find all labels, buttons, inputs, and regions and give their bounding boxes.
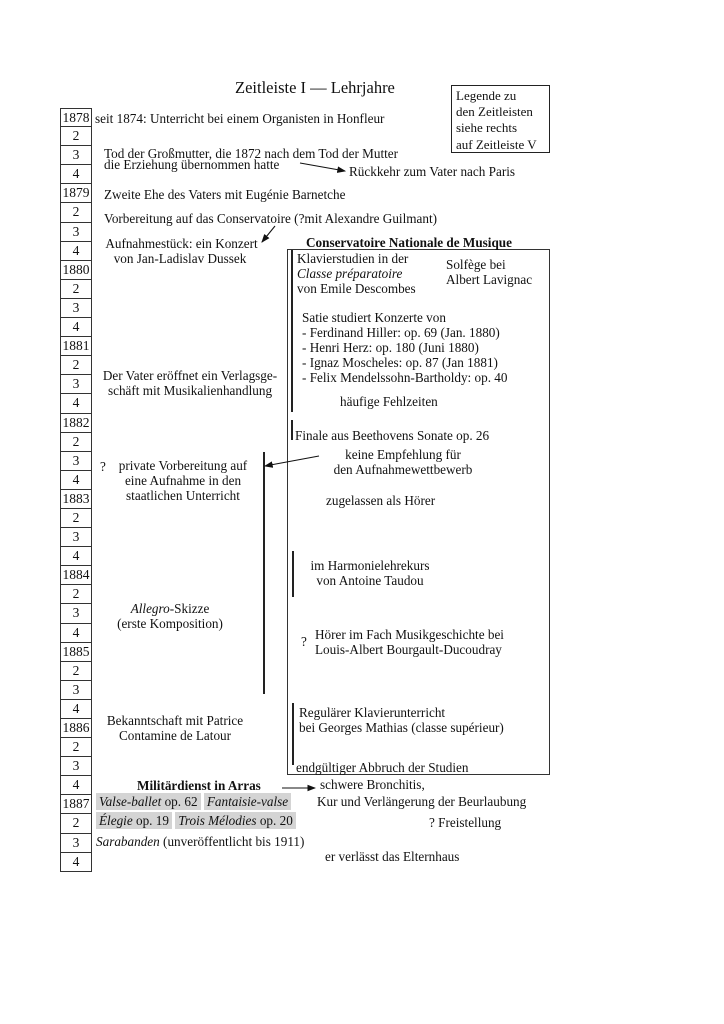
opus: op. 20 xyxy=(259,813,293,828)
year-cell: 3 xyxy=(60,604,92,623)
concertos-heading: Satie studiert Konzerte von xyxy=(302,310,446,325)
year-cell: 1886 xyxy=(60,719,92,738)
arrow-return-paris xyxy=(300,163,345,171)
solfege: Solfège bei xyxy=(446,257,506,272)
year-cell: 2 xyxy=(60,433,92,452)
studies-abandoned: endgültiger Abbruch der Studien xyxy=(296,760,469,775)
work-title: Trois Mélodies xyxy=(178,813,257,828)
composition-fantaisie-valse xyxy=(204,793,291,810)
year-cell: 3 xyxy=(60,375,92,394)
leaves-home: er verlässt das Elternhaus xyxy=(325,849,460,864)
regular-piano: Regulärer Klavierunterricht xyxy=(299,705,446,720)
year-cell: 2 xyxy=(60,127,92,146)
concerto-item: - Ignaz Moscheles: op. 87 (Jan 1881) xyxy=(302,355,498,370)
event-publisher-cont: schäft mit Musikalienhandlung xyxy=(107,383,273,398)
event-patrice-cont: Contamine de Latour xyxy=(118,728,232,743)
concerto-item: - Henri Herz: op. 180 (Juni 1880) xyxy=(302,340,479,355)
event-allegro xyxy=(95,601,245,616)
year-cell: 3 xyxy=(60,452,92,471)
year-cell: 2 xyxy=(60,662,92,681)
event-private-question: ? xyxy=(100,459,106,474)
conservatoire-heading: Conservatoire Nationale de Musique xyxy=(306,235,512,250)
year-cell: 3 xyxy=(60,223,92,242)
composition-valse-ballet xyxy=(96,793,201,810)
event-return-paris: Rückkehr zum Vater nach Paris xyxy=(349,164,516,179)
year-cell: 4 xyxy=(60,776,92,795)
year-cell: 4 xyxy=(60,394,92,413)
publication-note: (unveröffentlicht bis 1911) xyxy=(163,834,305,849)
event-audition: Aufnahmestück: ein Konzert xyxy=(105,236,258,251)
event-audition-cont: von Jan-Ladislav Dussek xyxy=(113,251,247,266)
regular-piano-teacher: bei Georges Mathias (classe supérieur) xyxy=(299,720,504,735)
year-cell: 4 xyxy=(60,853,92,872)
legend-line: den Zeitleisten xyxy=(456,104,533,120)
work-title: Valse-ballet xyxy=(99,794,162,809)
year-cell: 1887 xyxy=(60,795,92,814)
year-cell: 2 xyxy=(60,585,92,604)
beethoven-finale: Finale aus Beethovens Sonate op. 26 xyxy=(295,428,490,443)
year-cell: 2 xyxy=(60,203,92,222)
event-grandmother-cont: die Erziehung übernommen hatte xyxy=(104,157,280,172)
year-cell: 4 xyxy=(60,624,92,643)
event-publisher: Der Vater eröffnet ein Verlagsge- xyxy=(102,368,278,383)
event-private-cont: eine Aufnahme in den xyxy=(124,473,242,488)
event-private-cont: staatlichen Unterricht xyxy=(126,488,240,503)
exemption: ? Freistellung xyxy=(429,815,502,830)
composition-row xyxy=(96,794,291,809)
year-cell: 2 xyxy=(60,814,92,833)
event-second-marriage: Zweite Ehe des Vaters mit Eugénie Barnetche xyxy=(104,187,346,202)
year-cell: 2 xyxy=(60,738,92,757)
absences: häufige Fehlzeiten xyxy=(340,394,438,409)
year-cell: 1880 xyxy=(60,261,92,280)
year-cell: 1883 xyxy=(60,490,92,509)
piano-studies-teacher: von Emile Descombes xyxy=(297,281,416,296)
work-title: Élegie xyxy=(99,813,133,828)
piano-studies-class: Classe préparatoire xyxy=(297,266,403,281)
piano-studies: Klavierstudien in der xyxy=(297,251,409,266)
event-allegro-cont: (erste Komposition) xyxy=(117,616,223,631)
year-cell: 3 xyxy=(60,757,92,776)
work-title: Fantaisie-valse xyxy=(206,794,289,809)
leave-extension: Kur und Verlängerung der Beurlaubung xyxy=(317,794,527,809)
year-cell: 1879 xyxy=(60,184,92,203)
year-cell: 1884 xyxy=(60,566,92,585)
page-title: Zeitleiste I — Lehrjahre xyxy=(235,78,395,97)
composition-row xyxy=(96,813,296,828)
bronchitis: schwere Bronchitis, xyxy=(320,777,425,792)
concerto-item: - Ferdinand Hiller: op. 69 (Jan. 1880) xyxy=(302,325,500,340)
year-cell: 4 xyxy=(60,700,92,719)
year-cell: 3 xyxy=(60,528,92,547)
year-cell: 1885 xyxy=(60,643,92,662)
legend-line: siehe rechts xyxy=(456,120,518,136)
concerto-item: - Felix Mendelssohn-Bartholdy: op. 40 xyxy=(302,370,508,385)
legend-line: Legende zu xyxy=(456,88,517,103)
work-title: Sarabanden xyxy=(96,834,160,849)
year-cell: 3 xyxy=(60,146,92,165)
year-cell: 4 xyxy=(60,165,92,184)
allegro-title: Allegro xyxy=(130,601,170,616)
solfege-teacher: Albert Lavignac xyxy=(446,272,533,287)
composition-elegie xyxy=(96,812,172,829)
year-cell: 1881 xyxy=(60,337,92,356)
arrow-recommendation xyxy=(265,456,319,466)
opus: op. 19 xyxy=(135,813,169,828)
year-cell: 2 xyxy=(60,280,92,299)
year-cell: 3 xyxy=(60,299,92,318)
no-recommendation: keine Empfehlung für xyxy=(345,447,461,462)
no-recommendation-cont: den Aufnahmewettbewerb xyxy=(333,462,473,477)
composition-trois-melodies xyxy=(175,812,296,829)
allegro-suffix: -Skizze xyxy=(169,601,210,616)
music-history-teacher: Louis-Albert Bourgault-Ducoudray xyxy=(315,642,502,657)
harmony-course: im Harmonielehrekurs xyxy=(310,558,430,573)
event-military: Militärdienst in Arras xyxy=(137,778,261,793)
year-cell: 1878 xyxy=(60,108,92,127)
event-patrice: Bekanntschaft mit Patrice xyxy=(106,713,244,728)
auditor-admission: zugelassen als Hörer xyxy=(326,493,436,508)
year-cell: 4 xyxy=(60,547,92,566)
year-cell: 4 xyxy=(60,318,92,337)
year-cell: 4 xyxy=(60,242,92,261)
year-cell: 2 xyxy=(60,356,92,375)
event-private: private Vorbereitung auf xyxy=(118,458,248,473)
year-cell: 3 xyxy=(60,834,92,853)
harmony-course-teacher: von Antoine Taudou xyxy=(316,573,424,588)
year-cell: 1882 xyxy=(60,414,92,433)
legend-line: auf Zeitleiste V xyxy=(456,136,537,152)
opus: op. 62 xyxy=(164,794,198,809)
event-grandmother: Tod der Großmutter, die 1872 nach dem Tod der Mutter xyxy=(104,146,399,161)
history-question: ? xyxy=(301,634,307,649)
event-preparation: Vorbereitung auf das Conservatoire (?mit Alexandre Guilmant) xyxy=(104,211,438,226)
year-cell: 3 xyxy=(60,681,92,700)
music-history: Hörer im Fach Musikgeschichte bei xyxy=(315,627,504,642)
year-cell: 4 xyxy=(60,471,92,490)
composition-sarabanden xyxy=(96,834,304,849)
event-organist: seit 1874: Unterricht bei einem Organisten in Honfleur xyxy=(95,111,385,126)
year-cell: 2 xyxy=(60,509,92,528)
